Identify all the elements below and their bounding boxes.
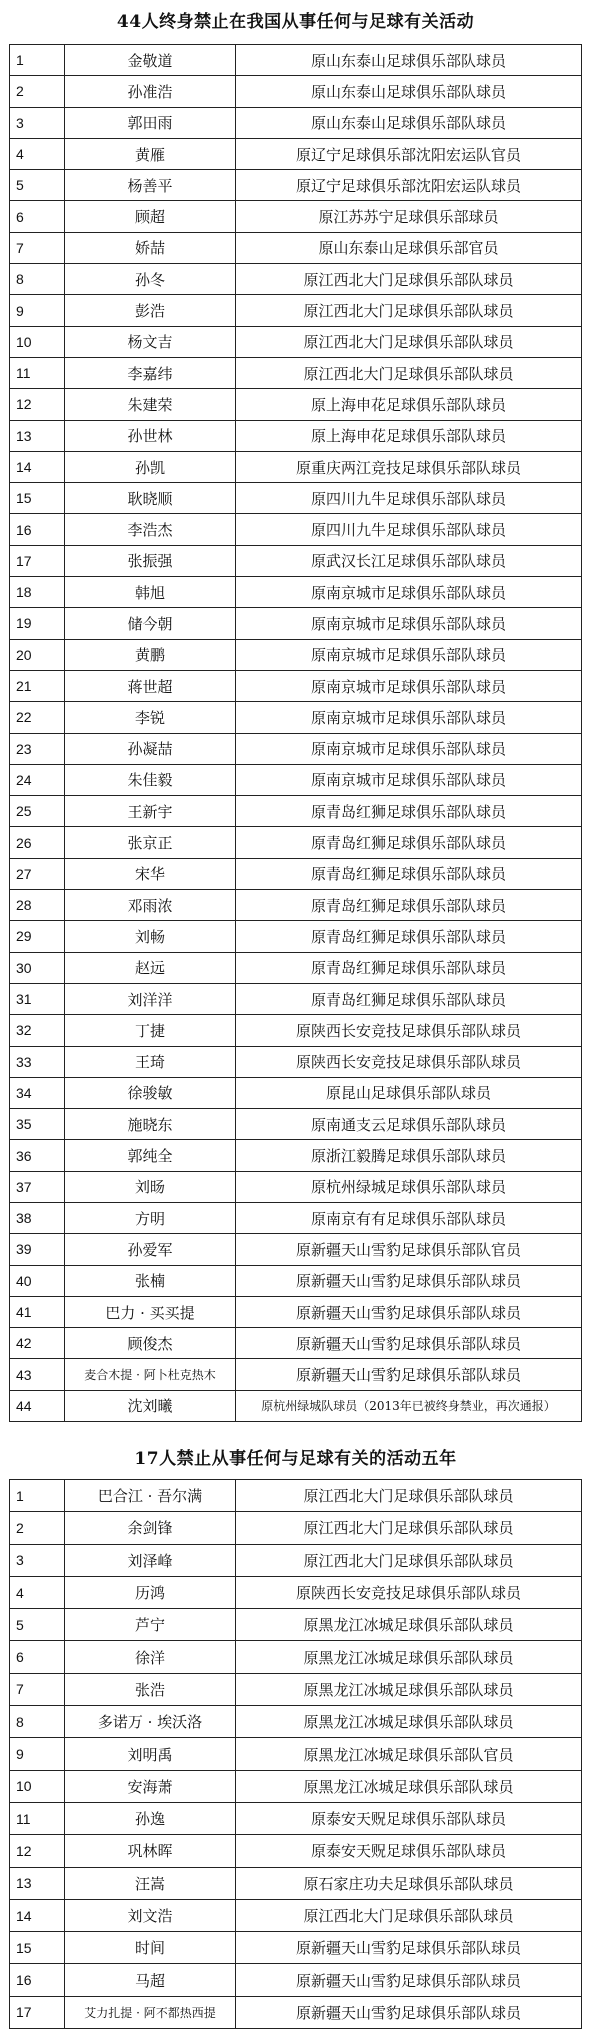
- row-number: 16: [10, 1964, 65, 1996]
- club-role: 原山东泰山足球俱乐部队球员: [236, 107, 582, 138]
- club-role: 原南通支云足球俱乐部队球员: [236, 1109, 582, 1140]
- table-row: [10, 389, 582, 420]
- table-row: [10, 952, 582, 983]
- row-number: 15: [10, 1932, 65, 1964]
- club-role: 原山东泰山足球俱乐部官员: [236, 232, 582, 263]
- club-role: 原辽宁足球俱乐部沈阳宏运队球员: [236, 170, 582, 201]
- row-number: 6: [10, 1641, 65, 1673]
- person-name: 沈刘曦: [65, 1390, 236, 1421]
- row-number: 19: [10, 608, 65, 639]
- club-role: 原青岛红狮足球俱乐部队球员: [236, 827, 582, 858]
- club-role: 原黑龙江冰城足球俱乐部队球员: [236, 1609, 582, 1641]
- table-row: [10, 1140, 582, 1171]
- row-number: 11: [10, 1802, 65, 1834]
- row-number: 15: [10, 483, 65, 514]
- row-number: 8: [10, 1706, 65, 1738]
- row-number: 3: [10, 107, 65, 138]
- row-number: 42: [10, 1328, 65, 1359]
- club-role: 原四川九牛足球俱乐部队球员: [236, 483, 582, 514]
- table-row: [10, 545, 582, 576]
- row-number: 29: [10, 921, 65, 952]
- table-row: [10, 76, 582, 107]
- club-role: 原南京城市足球俱乐部队球员: [236, 608, 582, 639]
- table-row: [10, 764, 582, 795]
- row-number: 14: [10, 1899, 65, 1931]
- row-number: 2: [10, 1512, 65, 1544]
- club-role: 原昆山足球俱乐部队球员: [236, 1077, 582, 1108]
- club-role: 原杭州绿城队球员（2013年已被终身禁业，再次通报）: [236, 1390, 582, 1421]
- club-role: 原泰安天贶足球俱乐部队球员: [236, 1835, 582, 1867]
- person-name: 安海萧: [65, 1770, 236, 1802]
- table-row: [10, 921, 582, 952]
- row-number: 4: [10, 138, 65, 169]
- five-year-ban-table: [9, 1479, 582, 2029]
- club-role: 原杭州绿城足球俱乐部队球员: [236, 1171, 582, 1202]
- row-number: 27: [10, 858, 65, 889]
- lifetime-ban-table-body: [10, 45, 582, 1422]
- club-role: 原石家庄功夫足球俱乐部队球员: [236, 1867, 582, 1899]
- club-role: 原四川九牛足球俱乐部队球员: [236, 514, 582, 545]
- club-role: 原重庆两江竞技足球俱乐部队球员: [236, 451, 582, 482]
- table-row: [10, 1544, 582, 1576]
- person-name: 赵远: [65, 952, 236, 983]
- table-row: [10, 264, 582, 295]
- person-name: 彭浩: [65, 295, 236, 326]
- row-number: 36: [10, 1140, 65, 1171]
- table-row: [10, 1512, 582, 1544]
- person-name: 历鸿: [65, 1576, 236, 1608]
- table-row: [10, 1015, 582, 1046]
- club-role: 原黑龙江冰城足球俱乐部队球员: [236, 1706, 582, 1738]
- club-role: 原南京城市足球俱乐部队球员: [236, 702, 582, 733]
- club-role: 原江西北大门足球俱乐部队球员: [236, 326, 582, 357]
- table-row: [10, 170, 582, 201]
- row-number: 17: [10, 1996, 65, 2028]
- club-role: 原黑龙江冰城足球俱乐部队球员: [236, 1673, 582, 1705]
- person-name: 杨善平: [65, 170, 236, 201]
- row-number: 1: [10, 1480, 65, 1512]
- row-number: 12: [10, 389, 65, 420]
- table-row: [10, 796, 582, 827]
- person-name: 丁捷: [65, 1015, 236, 1046]
- person-name: 娇喆: [65, 232, 236, 263]
- table-row: [10, 1202, 582, 1233]
- club-role: 原江西北大门足球俱乐部队球员: [236, 1480, 582, 1512]
- table-row: [10, 420, 582, 451]
- person-name: 孙逸: [65, 1802, 236, 1834]
- table-row: [10, 201, 582, 232]
- table-row: [10, 1964, 582, 1996]
- table-row: [10, 608, 582, 639]
- row-number: 23: [10, 733, 65, 764]
- row-number: 44: [10, 1390, 65, 1421]
- club-role: 原新疆天山雪豹足球俱乐部队球员: [236, 1359, 582, 1390]
- table-row: [10, 1390, 582, 1421]
- table-row: [10, 451, 582, 482]
- person-name: 孙凝喆: [65, 733, 236, 764]
- person-name: 顾超: [65, 201, 236, 232]
- table-row: [10, 514, 582, 545]
- row-number: 12: [10, 1835, 65, 1867]
- person-name: 刘泽峰: [65, 1544, 236, 1576]
- club-role: 原上海申花足球俱乐部队球员: [236, 389, 582, 420]
- person-name: 巩林晖: [65, 1835, 236, 1867]
- club-role: 原黑龙江冰城足球俱乐部队球员: [236, 1770, 582, 1802]
- section-title-five-year-ban: 17人禁止从事任何与足球有关的活动五年: [134, 1449, 457, 1469]
- club-role: 原青岛红狮足球俱乐部队球员: [236, 921, 582, 952]
- five-year-ban-section: [9, 1437, 582, 2029]
- club-role: 原青岛红狮足球俱乐部队球员: [236, 952, 582, 983]
- person-name: 李锐: [65, 702, 236, 733]
- row-number: 5: [10, 1609, 65, 1641]
- table-row: [10, 702, 582, 733]
- table-row: [10, 326, 582, 357]
- table-row: [10, 295, 582, 326]
- row-number: 28: [10, 890, 65, 921]
- club-role: 原新疆天山雪豹足球俱乐部队球员: [236, 1964, 582, 1996]
- club-role: 原青岛红狮足球俱乐部队球员: [236, 858, 582, 889]
- row-number: 32: [10, 1015, 65, 1046]
- table-row: [10, 1641, 582, 1673]
- table-row: [10, 1077, 582, 1108]
- table-row: [10, 1296, 582, 1327]
- person-name: 邓雨浓: [65, 890, 236, 921]
- table-row: [10, 577, 582, 608]
- lifetime-ban-table: [9, 44, 582, 1422]
- row-number: 34: [10, 1077, 65, 1108]
- person-name: 刘洋洋: [65, 983, 236, 1014]
- table-row: [10, 1673, 582, 1705]
- table-row: [10, 357, 582, 388]
- row-number: 14: [10, 451, 65, 482]
- club-role: 原江西北大门足球俱乐部队球员: [236, 1512, 582, 1544]
- club-role: 原陕西长安竞技足球俱乐部队球员: [236, 1576, 582, 1608]
- row-number: 31: [10, 983, 65, 1014]
- club-role: 原南京城市足球俱乐部队球员: [236, 764, 582, 795]
- row-number: 20: [10, 639, 65, 670]
- club-role: 原武汉长江足球俱乐部队球员: [236, 545, 582, 576]
- person-name: 孙爱军: [65, 1234, 236, 1265]
- club-role: 原新疆天山雪豹足球俱乐部队球员: [236, 1328, 582, 1359]
- person-name: 汪嵩: [65, 1867, 236, 1899]
- row-number: 1: [10, 45, 65, 76]
- row-number: 40: [10, 1265, 65, 1296]
- table-row: [10, 138, 582, 169]
- table-row: [10, 1265, 582, 1296]
- person-name: 李嘉纬: [65, 357, 236, 388]
- five-year-ban-table-body: [10, 1480, 582, 2029]
- table-row: [10, 1996, 582, 2028]
- person-name: 李浩杰: [65, 514, 236, 545]
- row-number: 39: [10, 1234, 65, 1265]
- club-role: 原陕西长安竞技足球俱乐部队球员: [236, 1015, 582, 1046]
- row-number: 13: [10, 420, 65, 451]
- table-row: [10, 1109, 582, 1140]
- row-number: 5: [10, 170, 65, 201]
- table-row: [10, 1835, 582, 1867]
- person-name: 朱建荣: [65, 389, 236, 420]
- row-number: 9: [10, 295, 65, 326]
- person-name: 张京正: [65, 827, 236, 858]
- person-name: 巴合江 · 吾尔满: [65, 1480, 236, 1512]
- person-name: 孙世林: [65, 420, 236, 451]
- person-name: 耿晓顺: [65, 483, 236, 514]
- club-role: 原黑龙江冰城足球俱乐部队官员: [236, 1738, 582, 1770]
- table-row: [10, 1802, 582, 1834]
- club-role: 原新疆天山雪豹足球俱乐部队球员: [236, 1996, 582, 2028]
- table-row: [10, 483, 582, 514]
- row-number: 3: [10, 1544, 65, 1576]
- person-name: 巴力 · 买买提: [65, 1296, 236, 1327]
- table-row: [10, 1576, 582, 1608]
- person-name: 孙凯: [65, 451, 236, 482]
- person-name: 刘旸: [65, 1171, 236, 1202]
- table-row: [10, 232, 582, 263]
- person-name: 蒋世超: [65, 670, 236, 701]
- table-row: [10, 1234, 582, 1265]
- row-number: 9: [10, 1738, 65, 1770]
- person-name: 徐洋: [65, 1641, 236, 1673]
- person-name: 孙准浩: [65, 76, 236, 107]
- row-number: 37: [10, 1171, 65, 1202]
- row-number: 11: [10, 357, 65, 388]
- club-role: 原江西北大门足球俱乐部队球员: [236, 1899, 582, 1931]
- person-name: 韩旭: [65, 577, 236, 608]
- club-role: 原泰安天贶足球俱乐部队球员: [236, 1802, 582, 1834]
- person-name: 宋华: [65, 858, 236, 889]
- club-role: 原山东泰山足球俱乐部队球员: [236, 45, 582, 76]
- row-number: 18: [10, 577, 65, 608]
- club-role: 原南京城市足球俱乐部队球员: [236, 639, 582, 670]
- table-row: [10, 1899, 582, 1931]
- person-name: 施晓东: [65, 1109, 236, 1140]
- table-row: [10, 1609, 582, 1641]
- person-name: 储今朝: [65, 608, 236, 639]
- person-name: 刘畅: [65, 921, 236, 952]
- person-name: 余剑锋: [65, 1512, 236, 1544]
- person-name: 杨文吉: [65, 326, 236, 357]
- club-role: 原江西北大门足球俱乐部队球员: [236, 1544, 582, 1576]
- person-name: 朱佳毅: [65, 764, 236, 795]
- person-name: 时间: [65, 1932, 236, 1964]
- table-row: [10, 1770, 582, 1802]
- club-role: 原江西北大门足球俱乐部队球员: [236, 264, 582, 295]
- row-number: 43: [10, 1359, 65, 1390]
- person-name: 麦合木提 · 阿卜杜克热木: [65, 1359, 236, 1390]
- row-number: 13: [10, 1867, 65, 1899]
- club-role: 原江西北大门足球俱乐部队球员: [236, 295, 582, 326]
- club-role: 原南京城市足球俱乐部队球员: [236, 670, 582, 701]
- club-role: 原新疆天山雪豹足球俱乐部队球员: [236, 1265, 582, 1296]
- person-name: 郭田雨: [65, 107, 236, 138]
- club-role: 原江西北大门足球俱乐部队球员: [236, 357, 582, 388]
- club-role: 原浙江毅腾足球俱乐部队球员: [236, 1140, 582, 1171]
- club-role: 原南京城市足球俱乐部队球员: [236, 577, 582, 608]
- row-number: 6: [10, 201, 65, 232]
- person-name: 王新宇: [65, 796, 236, 827]
- table-row: [10, 1480, 582, 1512]
- club-role: 原新疆天山雪豹足球俱乐部队官员: [236, 1234, 582, 1265]
- person-name: 芦宁: [65, 1609, 236, 1641]
- table-row: [10, 639, 582, 670]
- table-row: [10, 1932, 582, 1964]
- person-name: 张振强: [65, 545, 236, 576]
- person-name: 徐骏敏: [65, 1077, 236, 1108]
- person-name: 方明: [65, 1202, 236, 1233]
- row-number: 2: [10, 76, 65, 107]
- row-number: 25: [10, 796, 65, 827]
- person-name: 马超: [65, 1964, 236, 1996]
- club-role: 原南京有有足球俱乐部队球员: [236, 1202, 582, 1233]
- row-number: 4: [10, 1576, 65, 1608]
- club-role: 原辽宁足球俱乐部沈阳宏运队官员: [236, 138, 582, 169]
- club-role: 原青岛红狮足球俱乐部队球员: [236, 796, 582, 827]
- row-number: 38: [10, 1202, 65, 1233]
- club-role: 原上海申花足球俱乐部队球员: [236, 420, 582, 451]
- person-name: 金敬道: [65, 45, 236, 76]
- row-number: 16: [10, 514, 65, 545]
- club-role: 原江苏苏宁足球俱乐部球员: [236, 201, 582, 232]
- person-name: 王琦: [65, 1046, 236, 1077]
- person-name: 黄雁: [65, 138, 236, 169]
- person-name: 刘明禹: [65, 1738, 236, 1770]
- row-number: 24: [10, 764, 65, 795]
- row-number: 10: [10, 1770, 65, 1802]
- table-row: [10, 1359, 582, 1390]
- person-name: 张楠: [65, 1265, 236, 1296]
- row-number: 17: [10, 545, 65, 576]
- club-role: 原新疆天山雪豹足球俱乐部队球员: [236, 1296, 582, 1327]
- table-row: [10, 1171, 582, 1202]
- person-name: 郭纯全: [65, 1140, 236, 1171]
- row-number: 8: [10, 264, 65, 295]
- row-number: 26: [10, 827, 65, 858]
- club-role: 原陕西长安竞技足球俱乐部队球员: [236, 1046, 582, 1077]
- table-row: [10, 1046, 582, 1077]
- row-number: 35: [10, 1109, 65, 1140]
- row-number: 7: [10, 1673, 65, 1705]
- club-role: 原山东泰山足球俱乐部队球员: [236, 76, 582, 107]
- row-number: 41: [10, 1296, 65, 1327]
- table-row: [10, 1328, 582, 1359]
- table-row: [10, 858, 582, 889]
- row-number: 30: [10, 952, 65, 983]
- row-number: 33: [10, 1046, 65, 1077]
- person-name: 多诺万 · 埃沃洛: [65, 1706, 236, 1738]
- person-name: 孙冬: [65, 264, 236, 295]
- person-name: 刘文浩: [65, 1899, 236, 1931]
- table-row: [10, 1706, 582, 1738]
- table-row: [10, 890, 582, 921]
- club-role: 原黑龙江冰城足球俱乐部队球员: [236, 1641, 582, 1673]
- table-row: [10, 670, 582, 701]
- club-role: 原青岛红狮足球俱乐部队球员: [236, 890, 582, 921]
- row-number: 10: [10, 326, 65, 357]
- club-role: 原南京城市足球俱乐部队球员: [236, 733, 582, 764]
- row-number: 22: [10, 702, 65, 733]
- row-number: 7: [10, 232, 65, 263]
- table-row: [10, 983, 582, 1014]
- person-name: 艾力扎提 · 阿不都热西提: [65, 1996, 236, 2028]
- person-name: 黄鹏: [65, 639, 236, 670]
- row-number: 21: [10, 670, 65, 701]
- lifetime-ban-section: [9, 0, 582, 1422]
- table-row: [10, 1867, 582, 1899]
- table-row: [10, 45, 582, 76]
- person-name: 张浩: [65, 1673, 236, 1705]
- section-title-lifetime-ban: 44人终身禁止在我国从事任何与足球有关活动: [116, 12, 475, 32]
- club-role: 原青岛红狮足球俱乐部队球员: [236, 983, 582, 1014]
- table-row: [10, 1738, 582, 1770]
- person-name: 顾俊杰: [65, 1328, 236, 1359]
- club-role: 原新疆天山雪豹足球俱乐部队球员: [236, 1932, 582, 1964]
- table-row: [10, 733, 582, 764]
- table-row: [10, 827, 582, 858]
- table-row: [10, 107, 582, 138]
